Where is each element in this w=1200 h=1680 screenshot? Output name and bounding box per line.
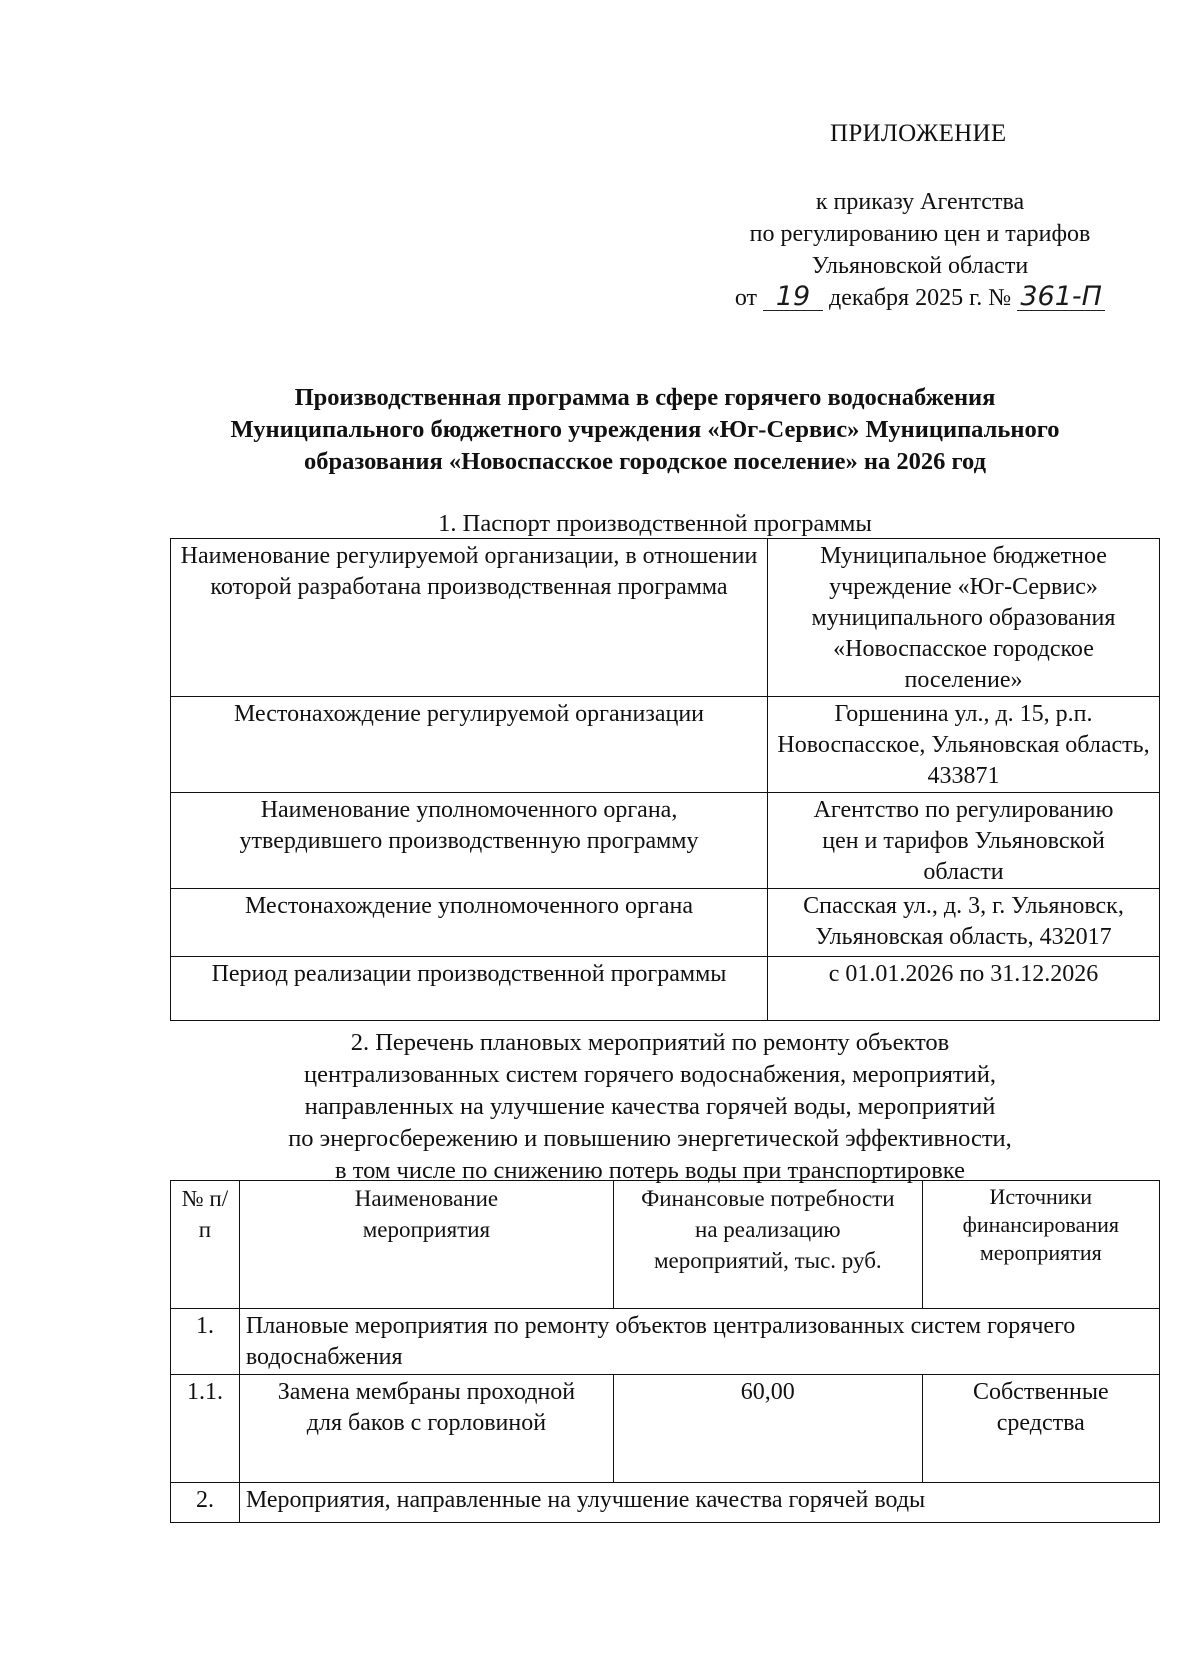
title-line-1: Производственная программа в сфере горячего водоснабжения [294, 384, 996, 411]
section2-heading [150, 1027, 1150, 1187]
events-table [170, 1180, 1160, 1523]
passport-value: Спасская ул., д. 3, г. Ульяновск, Ульяновская область, 432017 [768, 889, 1160, 957]
column-header-name: Наименование мероприятия [239, 1181, 613, 1309]
passport-value: Горшенина ул., д. 15, р.п. Новоспасское, Ульяновская область, 433871 [768, 697, 1160, 793]
passport-value: Агентство по регулированию цен и тарифов Ульяновской области [768, 793, 1160, 889]
passport-table [170, 538, 1160, 1021]
section2-heading-line-2: централизованных систем горячего водоснабжения, мероприятий, [304, 1061, 996, 1088]
table-row [171, 697, 1160, 793]
row-number: 2. [171, 1483, 240, 1523]
row-number: 1. [171, 1309, 240, 1375]
appendix-label: ПРИЛОЖЕНИЕ [830, 120, 1007, 147]
section2-heading-line-4: по энергосбережению и повышению энергетической эффективности, [288, 1125, 1012, 1152]
group-title: Мероприятия, направленные на улучшение качества горячей воды [239, 1483, 1159, 1523]
table-header-row [171, 1181, 1160, 1309]
document-title [150, 382, 1140, 478]
passport-label: Местонахождение уполномоченного органа [171, 889, 768, 957]
title-line-2: Муниципального бюджетного учреждения «Юг-Сервис» Муниципального [230, 416, 1060, 443]
section2-heading-line-5: в том числе по снижению потерь воды при транспортировке [335, 1157, 965, 1184]
passport-value: с 01.01.2026 по 31.12.2026 [768, 957, 1160, 1021]
section2-heading-line-3: направленных на улучшение качества горячей воды, мероприятий [304, 1093, 996, 1120]
section1-heading: 1. Паспорт производственной программы [438, 510, 872, 537]
column-header-source: Источники финансирования мероприятия [922, 1181, 1159, 1309]
table-row [171, 889, 1160, 957]
column-header-finance: Финансовые потребности на реализацию мероприятий, тыс. руб. [614, 1181, 923, 1309]
order-line-2: по регулированию цен и тарифов [749, 221, 1091, 247]
table-row [171, 957, 1160, 1021]
order-date-line [700, 282, 1140, 314]
order-number-handwritten: 361-П [1017, 284, 1105, 311]
table-row [171, 793, 1160, 889]
event-source: Собственные средства [922, 1375, 1159, 1483]
event-finance: 60,00 [614, 1375, 923, 1483]
order-reference [700, 186, 1140, 314]
order-line-3: Ульяновской области [811, 253, 1029, 279]
event-name: Замена мембраны проходной для баков с горловиной [239, 1375, 613, 1483]
date-month-year: декабря 2025 г. № [829, 285, 1012, 311]
table-row [171, 1483, 1160, 1523]
group-title: Плановые мероприятия по ремонту объектов централизованных систем горячего водоснабжения [239, 1309, 1159, 1375]
table-row [171, 1309, 1160, 1375]
passport-label: Местонахождение регулируемой организации [171, 697, 768, 793]
order-line-1: к приказу Агентства [815, 189, 1025, 215]
section2-heading-line-1: 2. Перечень плановых мероприятий по ремонту объектов [350, 1029, 950, 1056]
row-number: 1.1. [171, 1375, 240, 1483]
passport-label: Наименование уполномоченного органа, утвердившего производственную программу [171, 793, 768, 889]
table-row [171, 1375, 1160, 1483]
date-prefix: от [734, 285, 758, 311]
title-line-3: образования «Новоспасское городское поселение» на 2026 год [304, 448, 986, 475]
passport-label: Период реализации производственной программы [171, 957, 768, 1021]
passport-value: Муниципальное бюджетное учреждение «Юг-Сервис» муниципального образования «Новоспасское городское поселение» [768, 539, 1160, 697]
date-day-handwritten: 19 [763, 284, 823, 311]
column-header-no: № п/п [171, 1181, 240, 1309]
passport-label: Наименование регулируемой организации, в отношении которой разработана производственная программа [171, 539, 768, 697]
table-row [171, 539, 1160, 697]
